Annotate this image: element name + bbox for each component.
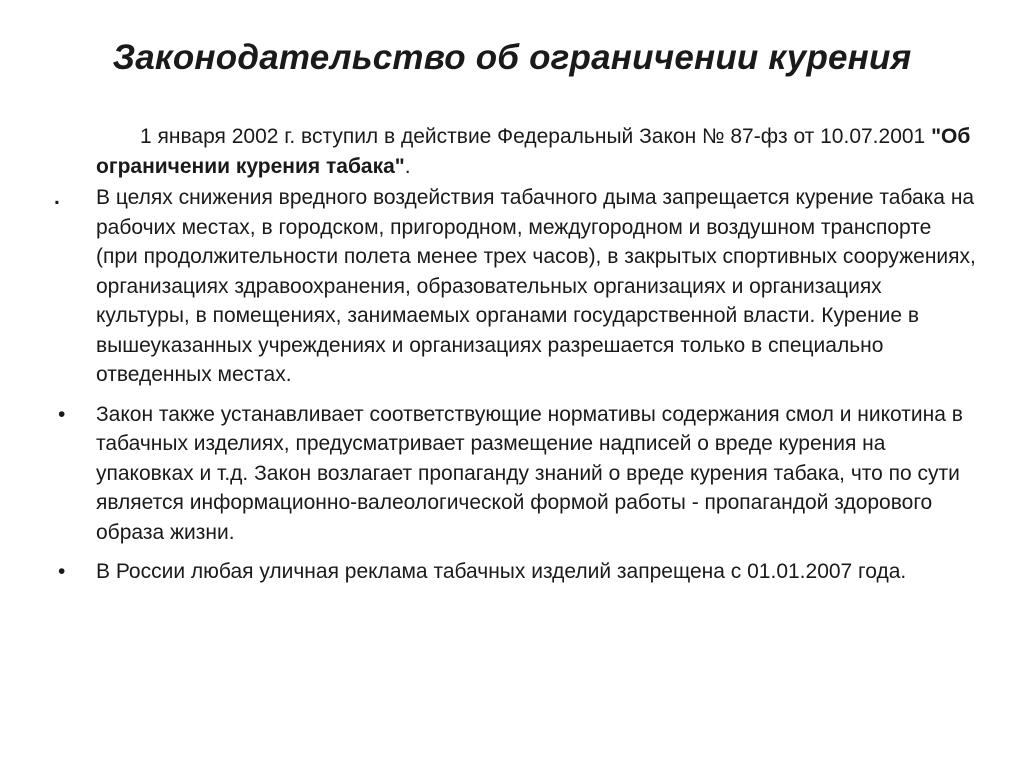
slide-title: Законодательство об ограничении курения (112, 38, 912, 77)
list-item-restrictions (54, 183, 976, 390)
list-item-text: В России любая уличная реклама табачных изделий запрещена с 01.01.2007 года. (96, 560, 907, 583)
bullet-icon: • (58, 402, 66, 426)
list-item-advertising (58, 557, 976, 587)
list-item-standards (58, 400, 976, 548)
intro-end: . (404, 154, 411, 178)
bullet-dot-icon: . (54, 186, 60, 209)
slide-body (54, 122, 976, 587)
intro-paragraph (96, 122, 976, 181)
law-name: "Об ограничении курения табака" (96, 125, 971, 178)
intro-text: 1 января 2002 г. вступил в действие Федеральный Закон № 87-фз от 10.07.2001 (140, 125, 932, 148)
bullet-icon: • (58, 560, 66, 583)
list-item-text: В целях снижения вредного воздействия табачного дыма запрещается курение табака на рабочих местах, в городском, пригородном, междугородном и воздушном транспорте (при продолжительности полета менее трех часов), в закрытых спортивных сооружениях, организациях здравоохранения, образовательных организациях и организациях культуры, в помещениях, занимаемых органами государственной власти. Курение в вышеуказанных учреждениях и организациях разрешается только в специально отведенных местах. (96, 186, 976, 386)
list-item-text: Закон также устанавливает соответствующие нормативы содержания смол и никотина в табачных изделиях, предусматривает размещение надписей о вреде курения на упаковках и т.д. Закон возлагает пропаганду знаний о вреде курения табака, что по сути является информационно-валеологической формой работы - пропагандой здорового образа жизни. (96, 402, 963, 544)
